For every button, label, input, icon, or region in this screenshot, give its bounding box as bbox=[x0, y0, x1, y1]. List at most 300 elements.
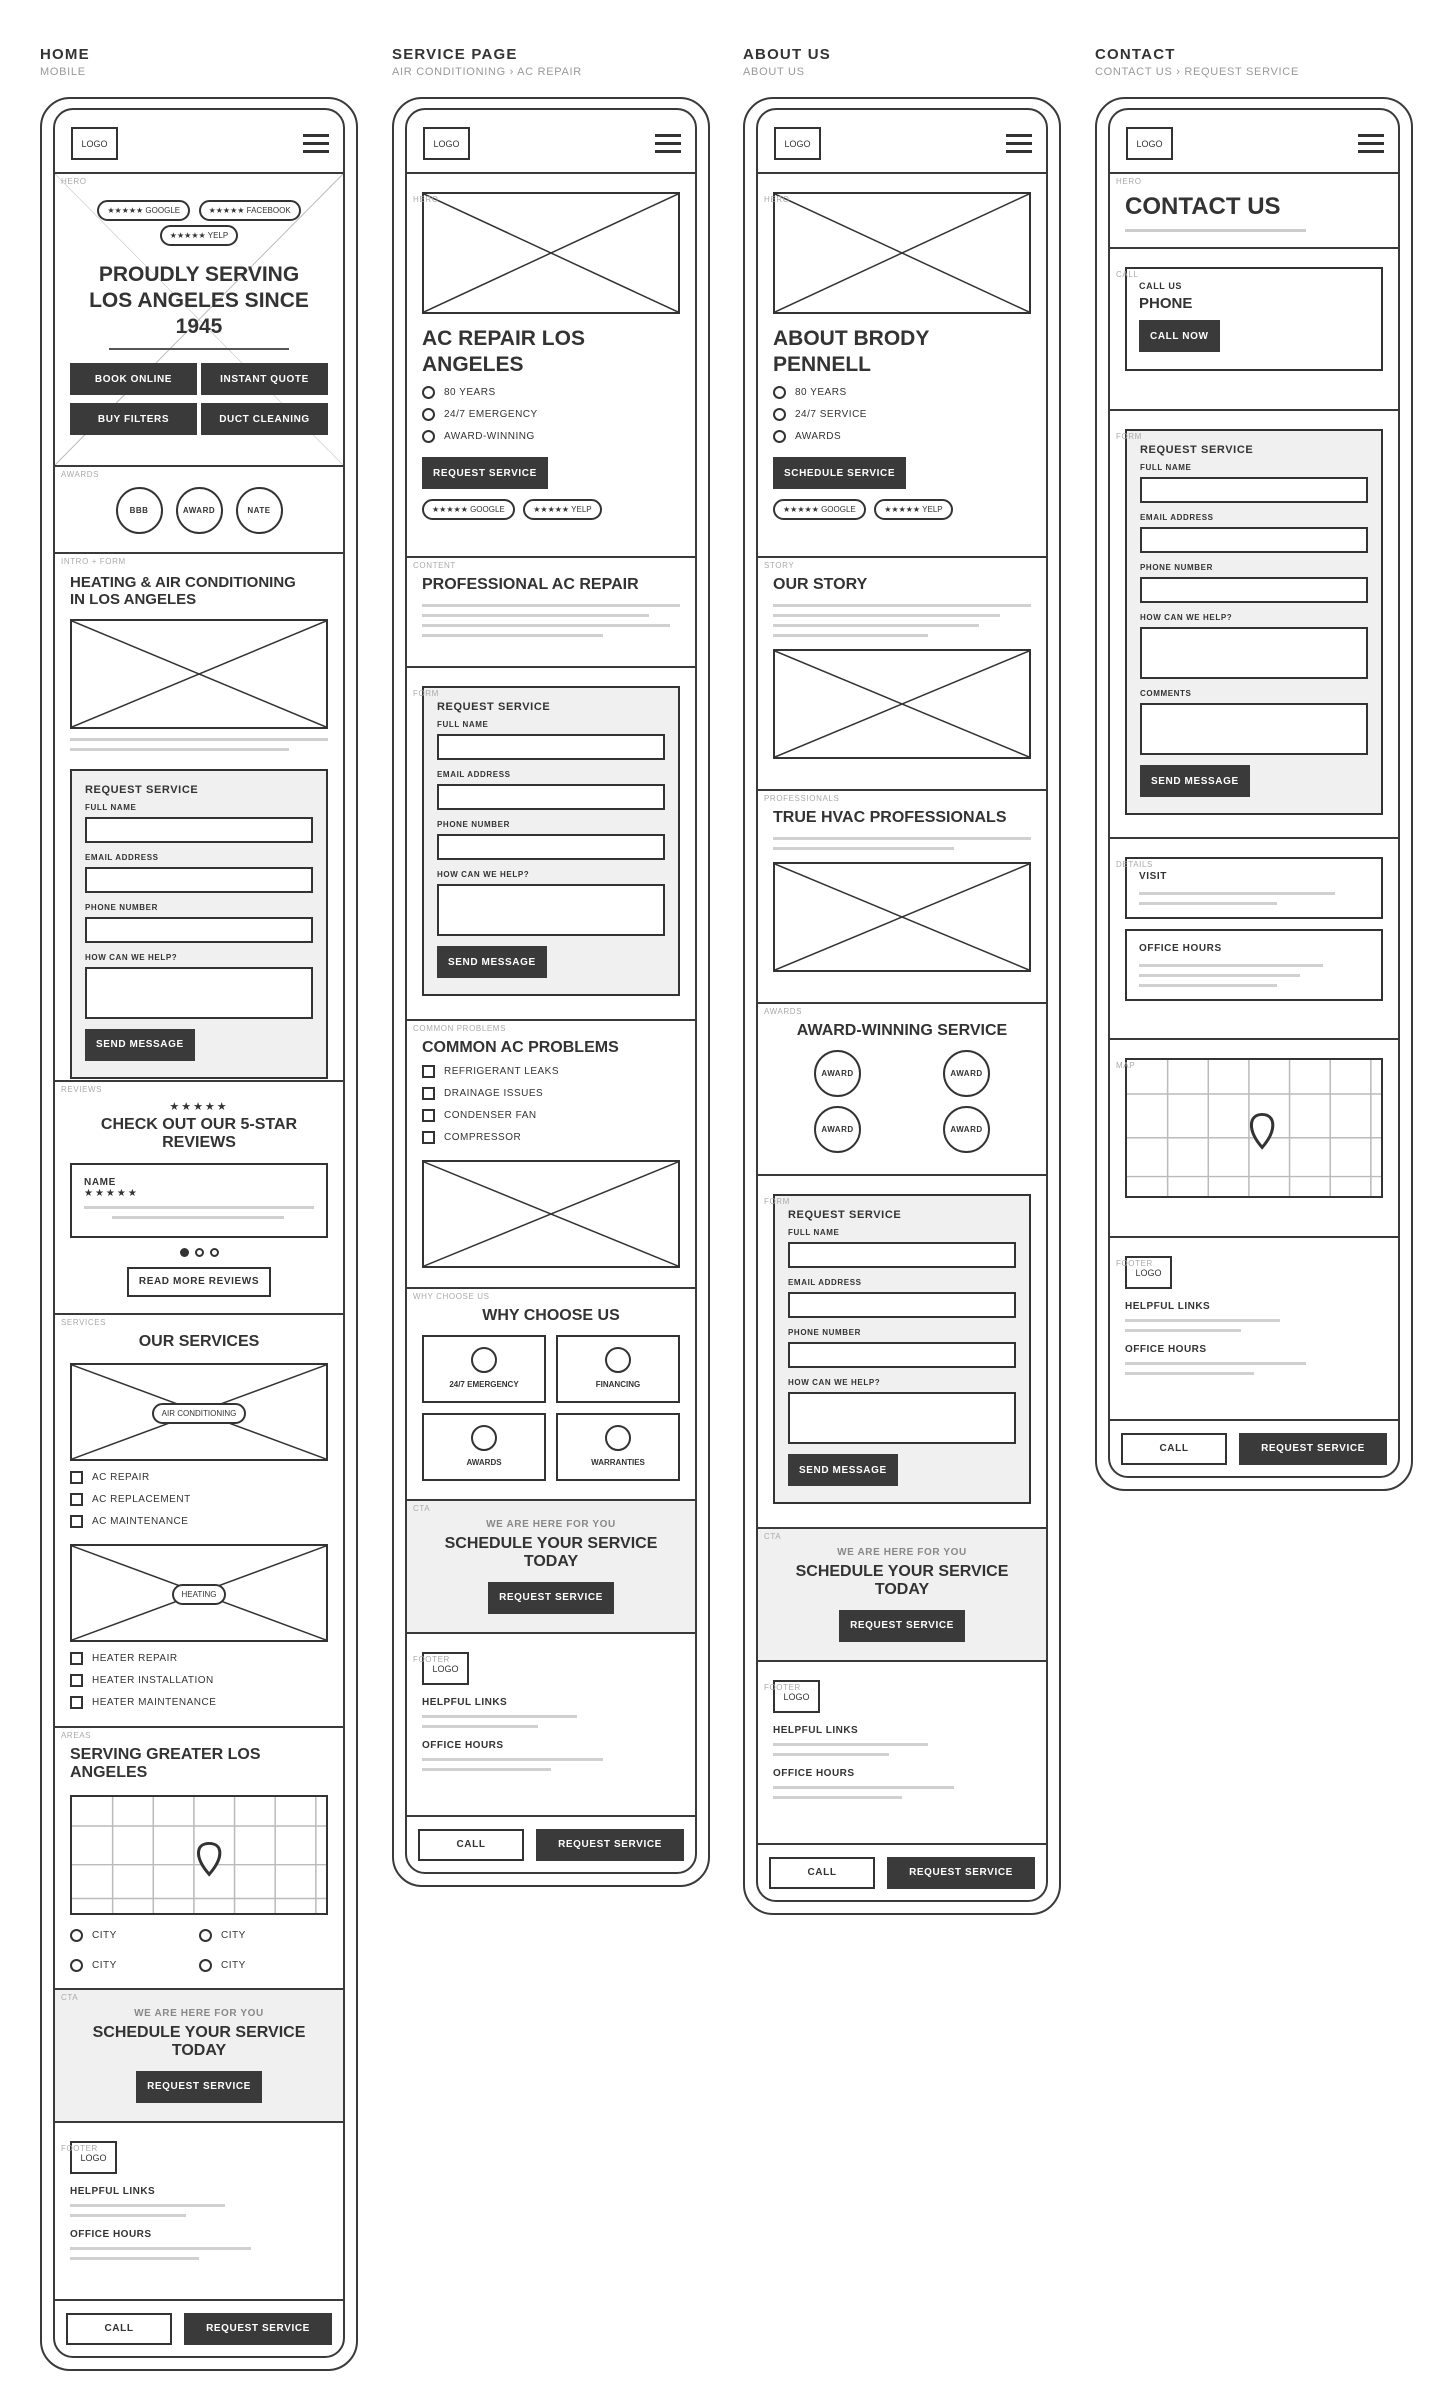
call-button[interactable]: CALL bbox=[418, 1829, 524, 1861]
contact-title: CONTACT bbox=[1095, 46, 1176, 63]
sticky-cta-bar bbox=[1110, 1421, 1398, 1476]
city-item[interactable] bbox=[199, 1955, 328, 1977]
email-label: EMAIL ADDRESS bbox=[85, 852, 159, 862]
section-label: AWARDS bbox=[61, 470, 100, 479]
cta-heading bbox=[70, 2024, 328, 2061]
why-card bbox=[556, 1413, 680, 1481]
hero-section bbox=[758, 192, 1046, 558]
reviews-stars: ★★★★★ bbox=[169, 1101, 229, 1113]
phone-label: PHONE NUMBER bbox=[788, 1328, 861, 1337]
home-header bbox=[40, 46, 358, 78]
nav-bar bbox=[1110, 110, 1398, 174]
hero-heading bbox=[422, 326, 680, 377]
section-label: FORM bbox=[764, 1197, 790, 1206]
footer-logo[interactable]: LOGO bbox=[773, 1680, 820, 1713]
city-label: CITY bbox=[221, 1960, 246, 1972]
home-phone-frame bbox=[40, 97, 358, 2371]
logo[interactable]: LOGO bbox=[71, 127, 118, 160]
help-textarea[interactable] bbox=[85, 967, 313, 1019]
service-item-label: HEATER REPAIR bbox=[92, 1653, 178, 1665]
service-item-label: HEATER MAINTENANCE bbox=[92, 1697, 217, 1709]
section-label: FOOTER bbox=[1116, 1259, 1153, 1268]
nav-bar bbox=[407, 110, 695, 174]
full-name-input[interactable] bbox=[437, 734, 665, 760]
common-problems-section bbox=[407, 1021, 695, 1289]
send-message-button[interactable]: SEND MESSAGE bbox=[1140, 765, 1250, 797]
full-name-input[interactable] bbox=[1140, 477, 1368, 503]
radio-icon bbox=[773, 386, 786, 399]
reviews-heading bbox=[70, 1116, 328, 1153]
nav-bar bbox=[55, 110, 343, 174]
section-label: FOOTER bbox=[61, 2144, 98, 2153]
award-badge: AWARD bbox=[943, 1050, 990, 1097]
footer-office-hours: OFFICE HOURS bbox=[422, 1740, 504, 1751]
footer-helpful-links[interactable]: HELPFUL LINKS bbox=[1125, 1301, 1211, 1312]
about-screen bbox=[756, 108, 1048, 1902]
checkbox-icon bbox=[422, 1131, 435, 1144]
comments-label: COMMENTS bbox=[1140, 689, 1192, 698]
footer-section bbox=[758, 1680, 1046, 1845]
sticky-cta-bar bbox=[55, 2301, 343, 2356]
checkbox-icon bbox=[422, 1109, 435, 1122]
professionals-section bbox=[758, 791, 1046, 1004]
email-label: EMAIL ADDRESS bbox=[437, 770, 511, 779]
hamburger-menu-icon[interactable] bbox=[1006, 134, 1032, 154]
awards-section bbox=[758, 1004, 1046, 1176]
about-header bbox=[743, 46, 1061, 78]
story-heading: OUR STORY bbox=[773, 576, 868, 593]
office-hours-label: OFFICE HOURS bbox=[1139, 943, 1222, 954]
section-label: WHY CHOOSE US bbox=[413, 1292, 490, 1301]
section-label: HERO bbox=[764, 195, 790, 204]
cta-line-2: TODAY bbox=[874, 1581, 930, 1599]
buy-filters-button[interactable]: BUY FILTERS bbox=[70, 403, 197, 435]
checkbox-icon bbox=[70, 1471, 83, 1484]
service-item-label: AC REPLACEMENT bbox=[92, 1494, 191, 1506]
areas-heading bbox=[70, 1728, 328, 1783]
problem-item[interactable] bbox=[422, 1083, 680, 1105]
help-textarea[interactable] bbox=[788, 1392, 1016, 1444]
checkbox-icon bbox=[70, 1652, 83, 1665]
help-textarea[interactable] bbox=[1140, 627, 1368, 679]
send-message-button[interactable]: SEND MESSAGE bbox=[788, 1454, 898, 1486]
hero-bullet bbox=[422, 381, 680, 403]
sticky-cta-bar bbox=[758, 1845, 1046, 1900]
about-title: ABOUT US bbox=[743, 46, 831, 63]
phone-label: PHONE NUMBER bbox=[1140, 563, 1213, 572]
hero-bullet bbox=[773, 381, 1031, 403]
air-conditioning-image[interactable] bbox=[70, 1363, 328, 1461]
visit-card bbox=[1125, 857, 1383, 919]
reviews-line-2: REVIEWS bbox=[162, 1134, 236, 1152]
areas-section bbox=[55, 1728, 343, 1990]
checkbox-icon bbox=[422, 1087, 435, 1100]
cta-kicker: WE ARE HERE FOR YOU bbox=[837, 1547, 967, 1558]
email-input[interactable] bbox=[788, 1292, 1016, 1318]
request-service-button[interactable]: REQUEST SERVICE bbox=[887, 1857, 1035, 1889]
help-label: HOW CAN WE HELP? bbox=[1140, 613, 1233, 622]
cta-request-service-button[interactable]: REQUEST SERVICE bbox=[839, 1610, 965, 1642]
radio-icon bbox=[422, 430, 435, 443]
award-badge: AWARD bbox=[176, 487, 223, 534]
request-service-form bbox=[70, 769, 328, 1079]
checkbox-icon bbox=[70, 1674, 83, 1687]
problem-label: CONDENSER FAN bbox=[444, 1110, 537, 1122]
google-rating-pill[interactable]: ★★★★★ GOOGLE bbox=[773, 499, 866, 520]
story-section bbox=[758, 558, 1046, 791]
section-label: MAP bbox=[1116, 1061, 1136, 1070]
full-name-input[interactable] bbox=[788, 1242, 1016, 1268]
feature-icon bbox=[471, 1425, 497, 1451]
contact-subtitle: CONTACT US › REQUEST SERVICE bbox=[1095, 66, 1299, 78]
awards-heading: AWARD-WINNING SERVICE bbox=[796, 1022, 1008, 1039]
phone-number[interactable]: PHONE bbox=[1139, 295, 1193, 312]
city-label: CITY bbox=[92, 1930, 117, 1942]
service-subtitle: AIR CONDITIONING › AC REPAIR bbox=[392, 66, 582, 78]
footer-office-hours: OFFICE HOURS bbox=[1125, 1344, 1207, 1355]
intro-form-section bbox=[55, 554, 343, 1082]
read-more-reviews-button[interactable]: READ MORE REVIEWS bbox=[127, 1267, 271, 1297]
section-label: CTA bbox=[764, 1532, 782, 1541]
bullet-label: 24/7 SERVICE bbox=[795, 408, 867, 420]
image-placeholder bbox=[773, 649, 1031, 759]
send-message-button[interactable]: SEND MESSAGE bbox=[437, 946, 547, 978]
bullet-label: 24/7 EMERGENCY bbox=[444, 408, 538, 420]
request-service-button[interactable]: REQUEST SERVICE bbox=[1239, 1433, 1387, 1465]
footer-logo[interactable]: LOGO bbox=[70, 2141, 117, 2174]
contact-heading: CONTACT US bbox=[1125, 193, 1281, 220]
why-card-label: AWARDS bbox=[466, 1457, 502, 1467]
section-label: FOOTER bbox=[764, 1683, 801, 1692]
feature-icon bbox=[605, 1347, 631, 1373]
request-service-button[interactable]: REQUEST SERVICE bbox=[536, 1829, 684, 1861]
hero-bullet bbox=[422, 403, 680, 425]
hamburger-menu-icon[interactable] bbox=[1358, 134, 1384, 154]
help-label: HOW CAN WE HELP? bbox=[437, 870, 530, 879]
reviewer-name: NAME bbox=[84, 1176, 116, 1188]
city-item[interactable] bbox=[70, 1955, 199, 1977]
footer-logo[interactable]: LOGO bbox=[422, 1652, 469, 1685]
email-label: EMAIL ADDRESS bbox=[788, 1278, 862, 1287]
hamburger-menu-icon[interactable] bbox=[655, 134, 681, 154]
air-conditioning-label: AIR CONDITIONING bbox=[152, 1403, 247, 1424]
checkbox-icon bbox=[70, 1515, 83, 1528]
contact-screen bbox=[1108, 108, 1400, 1478]
help-label: HOW CAN WE HELP? bbox=[788, 1378, 881, 1387]
hero-section bbox=[1110, 174, 1398, 249]
service-screen bbox=[405, 108, 697, 1874]
section-label: FORM bbox=[413, 689, 439, 698]
call-section bbox=[1110, 267, 1398, 411]
image-placeholder bbox=[773, 862, 1031, 972]
why-card-label: WARRANTIES bbox=[591, 1457, 645, 1467]
cta-line-1: SCHEDULE YOUR SERVICE bbox=[92, 2024, 306, 2041]
map-section bbox=[1110, 1058, 1398, 1238]
bbb-badge: BBB bbox=[116, 487, 163, 534]
section-label: HERO bbox=[61, 177, 87, 186]
comments-textarea[interactable] bbox=[1140, 703, 1368, 755]
problem-label: COMPRESSOR bbox=[444, 1132, 522, 1144]
logo[interactable]: LOGO bbox=[423, 127, 470, 160]
radio-icon bbox=[199, 1959, 212, 1972]
home-subtitle: MOBILE bbox=[40, 66, 86, 78]
professionals-heading: TRUE HVAC PROFESSIONALS bbox=[773, 809, 1007, 826]
email-label: EMAIL ADDRESS bbox=[1140, 513, 1214, 522]
service-phone-frame bbox=[392, 97, 710, 1887]
cta-kicker: WE ARE HERE FOR YOU bbox=[486, 1519, 616, 1530]
footer-helpful-links[interactable]: HELPFUL LINKS bbox=[773, 1725, 859, 1736]
problem-item[interactable] bbox=[422, 1061, 680, 1083]
service-area-map[interactable] bbox=[70, 1795, 328, 1915]
section-label: SERVICES bbox=[61, 1318, 107, 1327]
about-subtitle: ABOUT US bbox=[743, 66, 805, 78]
intro-line-2: IN LOS ANGELES bbox=[70, 591, 197, 609]
instant-quote-button[interactable]: INSTANT QUOTE bbox=[201, 363, 328, 395]
duct-cleaning-button[interactable]: DUCT CLEANING bbox=[201, 403, 328, 435]
send-message-button[interactable]: SEND MESSAGE bbox=[85, 1029, 195, 1061]
areas-line-2: ANGELES bbox=[70, 1764, 148, 1782]
footer-helpful-links[interactable]: HELPFUL LINKS bbox=[422, 1697, 508, 1708]
why-heading: WHY CHOOSE US bbox=[482, 1307, 620, 1324]
hero-image bbox=[422, 192, 680, 314]
problem-label: DRAINAGE ISSUES bbox=[444, 1088, 544, 1100]
form-title: REQUEST SERVICE bbox=[788, 1209, 902, 1221]
cta-section bbox=[758, 1529, 1046, 1662]
nav-bar bbox=[758, 110, 1046, 174]
section-label: CONTENT bbox=[413, 561, 456, 570]
section-label: AWARDS bbox=[764, 1007, 803, 1016]
review-stars: ★★★★★ bbox=[84, 1187, 139, 1199]
call-card bbox=[1125, 267, 1383, 371]
section-label: HERO bbox=[1116, 177, 1142, 186]
section-label: DETAILS bbox=[1116, 860, 1153, 869]
intro-line-1: HEATING & AIR CONDITIONING bbox=[70, 574, 296, 591]
full-name-label: FULL NAME bbox=[788, 1228, 840, 1237]
hero-line-3: 1945 bbox=[175, 315, 223, 339]
award-badge: AWARD bbox=[814, 1050, 861, 1097]
call-us-label: CALL US bbox=[1139, 281, 1183, 291]
phone-input[interactable] bbox=[85, 917, 313, 943]
radio-icon bbox=[70, 1959, 83, 1972]
section-label: PROFESSIONALS bbox=[764, 794, 840, 803]
cta-line-1: SCHEDULE YOUR SERVICE bbox=[444, 1535, 658, 1552]
why-card-label: FINANCING bbox=[595, 1379, 641, 1389]
footer-office-hours: OFFICE HOURS bbox=[70, 2229, 152, 2240]
radio-icon bbox=[422, 408, 435, 421]
yelp-rating-pill[interactable]: ★★★★★ YELP bbox=[160, 225, 238, 246]
call-now-button[interactable]: CALL NOW bbox=[1139, 320, 1220, 352]
bullet-label: AWARD-WINNING bbox=[444, 430, 535, 442]
phone-input[interactable] bbox=[788, 1342, 1016, 1368]
hero-section bbox=[407, 192, 695, 558]
call-button[interactable]: CALL bbox=[769, 1857, 875, 1889]
cta-heading bbox=[422, 1535, 680, 1572]
city-item[interactable] bbox=[70, 1925, 199, 1947]
why-card bbox=[422, 1335, 546, 1403]
section-label: REVIEWS bbox=[61, 1085, 103, 1094]
service-item[interactable] bbox=[70, 1467, 328, 1489]
google-rating-pill[interactable]: ★★★★★ GOOGLE bbox=[422, 499, 515, 520]
hero-line-2: ANGELES bbox=[422, 352, 524, 376]
phone-input[interactable] bbox=[1140, 577, 1368, 603]
hero-request-service-button[interactable]: REQUEST SERVICE bbox=[422, 457, 548, 489]
service-item-label: HEATER INSTALLATION bbox=[92, 1675, 214, 1687]
footer-logo[interactable]: LOGO bbox=[1125, 1256, 1172, 1289]
location-map[interactable] bbox=[1125, 1058, 1383, 1198]
cta-line-1: SCHEDULE YOUR SERVICE bbox=[795, 1563, 1009, 1580]
bullet-label: 80 YEARS bbox=[795, 386, 847, 398]
cta-request-service-button[interactable]: REQUEST SERVICE bbox=[136, 2071, 262, 2103]
section-label: CALL bbox=[1116, 270, 1139, 279]
areas-line-1: SERVING GREATER LOS bbox=[70, 1746, 261, 1763]
service-item[interactable] bbox=[70, 1670, 328, 1692]
footer-section bbox=[55, 2141, 343, 2301]
image-placeholder bbox=[422, 1160, 680, 1268]
service-item[interactable] bbox=[70, 1692, 328, 1714]
hero-line-2: LOS ANGELES SINCE bbox=[89, 289, 309, 313]
email-input[interactable] bbox=[85, 867, 313, 893]
help-textarea[interactable] bbox=[437, 884, 665, 936]
full-name-label: FULL NAME bbox=[1140, 463, 1192, 472]
hero-heading bbox=[773, 326, 1031, 377]
heating-label: HEATING bbox=[172, 1584, 227, 1605]
problems-heading: COMMON AC PROBLEMS bbox=[422, 1039, 619, 1056]
call-button[interactable]: CALL bbox=[66, 2313, 172, 2345]
city-item[interactable] bbox=[199, 1925, 328, 1947]
why-card-label: 24/7 EMERGENCY bbox=[449, 1379, 519, 1389]
content-heading: PROFESSIONAL AC REPAIR bbox=[422, 576, 639, 593]
phone-label: PHONE NUMBER bbox=[437, 820, 510, 829]
hero-bullet bbox=[422, 425, 680, 447]
service-title: SERVICE PAGE bbox=[392, 46, 518, 63]
hero-line-1: AC REPAIR LOS bbox=[422, 327, 585, 350]
phone-input[interactable] bbox=[437, 834, 665, 860]
form-title: REQUEST SERVICE bbox=[1140, 444, 1254, 456]
yelp-rating-pill[interactable]: ★★★★★ YELP bbox=[874, 499, 952, 520]
yelp-rating-pill[interactable]: ★★★★★ YELP bbox=[523, 499, 601, 520]
footer-section bbox=[407, 1652, 695, 1817]
request-service-form bbox=[773, 1194, 1031, 1504]
why-card bbox=[556, 1335, 680, 1403]
service-item[interactable] bbox=[70, 1489, 328, 1511]
bullet-label: AWARDS bbox=[795, 430, 842, 442]
sticky-cta-bar bbox=[407, 1817, 695, 1872]
request-service-form bbox=[422, 686, 680, 996]
radio-icon bbox=[199, 1929, 212, 1942]
request-service-form bbox=[1125, 429, 1383, 815]
service-item[interactable] bbox=[70, 1511, 328, 1533]
facebook-rating-pill[interactable]: ★★★★★ FACEBOOK bbox=[199, 200, 301, 221]
hero-section bbox=[55, 174, 343, 467]
problem-item[interactable] bbox=[422, 1127, 680, 1149]
section-label: FORM bbox=[1116, 432, 1142, 441]
contact-phone-frame bbox=[1095, 97, 1413, 1491]
cta-heading bbox=[773, 1563, 1031, 1600]
cta-request-service-button[interactable]: REQUEST SERVICE bbox=[488, 1582, 614, 1614]
form-title: REQUEST SERVICE bbox=[437, 701, 551, 713]
hero-bullet bbox=[773, 425, 1031, 447]
details-section bbox=[1110, 857, 1398, 1040]
checkbox-icon bbox=[70, 1696, 83, 1709]
cta-line-2: TODAY bbox=[523, 1553, 579, 1571]
reviews-line-1: CHECK OUT OUR 5-STAR bbox=[100, 1116, 298, 1133]
award-badge: AWARD bbox=[814, 1106, 861, 1153]
footer-section bbox=[1110, 1256, 1398, 1421]
awards-section bbox=[55, 467, 343, 554]
bullet-label: 80 YEARS bbox=[444, 386, 496, 398]
hero-bullet bbox=[773, 403, 1031, 425]
radio-icon bbox=[422, 386, 435, 399]
carousel-dots[interactable] bbox=[70, 1248, 328, 1257]
service-item-label: AC MAINTENANCE bbox=[92, 1516, 189, 1528]
checkbox-icon bbox=[422, 1065, 435, 1078]
service-item[interactable] bbox=[70, 1648, 328, 1670]
radio-icon bbox=[773, 408, 786, 421]
image-placeholder bbox=[70, 619, 328, 729]
services-heading: OUR SERVICES bbox=[138, 1333, 260, 1350]
home-screen bbox=[53, 108, 345, 2358]
section-label: COMMON PROBLEMS bbox=[413, 1024, 507, 1033]
why-choose-us-section bbox=[407, 1289, 695, 1501]
full-name-label: FULL NAME bbox=[85, 802, 137, 812]
call-button[interactable]: CALL bbox=[1121, 1433, 1227, 1465]
hero-line-1: ABOUT BRODY bbox=[773, 327, 930, 350]
footer-helpful-links[interactable]: HELPFUL LINKS bbox=[70, 2186, 156, 2197]
full-name-input[interactable] bbox=[85, 817, 313, 843]
email-input[interactable] bbox=[1140, 527, 1368, 553]
service-header bbox=[392, 46, 710, 78]
footer-office-hours: OFFICE HOURS bbox=[773, 1768, 855, 1779]
google-rating-pill[interactable]: ★★★★★ GOOGLE bbox=[97, 200, 190, 221]
section-label: FOOTER bbox=[413, 1655, 450, 1664]
review-card bbox=[70, 1163, 328, 1238]
section-label: CTA bbox=[413, 1504, 431, 1513]
hamburger-menu-icon[interactable] bbox=[303, 134, 329, 154]
book-online-button[interactable]: BOOK ONLINE bbox=[70, 363, 197, 395]
full-name-label: FULL NAME bbox=[437, 720, 489, 729]
about-phone-frame bbox=[743, 97, 1061, 1915]
cta-section bbox=[55, 1990, 343, 2123]
form-title: REQUEST SERVICE bbox=[85, 783, 199, 796]
problem-item[interactable] bbox=[422, 1105, 680, 1127]
feature-icon bbox=[605, 1425, 631, 1451]
cta-section bbox=[407, 1501, 695, 1634]
logo[interactable]: LOGO bbox=[1126, 127, 1173, 160]
schedule-service-button[interactable]: SCHEDULE SERVICE bbox=[773, 457, 906, 489]
checkbox-icon bbox=[70, 1493, 83, 1506]
email-input[interactable] bbox=[437, 784, 665, 810]
section-label: STORY bbox=[764, 561, 795, 570]
home-title: HOME bbox=[40, 46, 90, 63]
radio-icon bbox=[70, 1929, 83, 1942]
nate-badge: NATE bbox=[236, 487, 283, 534]
heating-image[interactable] bbox=[70, 1544, 328, 1642]
hero-image bbox=[773, 192, 1031, 314]
cta-line-2: TODAY bbox=[171, 2042, 227, 2060]
cta-kicker: WE ARE HERE FOR YOU bbox=[134, 2008, 264, 2019]
hero-line-2: PENNELL bbox=[773, 352, 872, 376]
section-label: INTRO + FORM bbox=[61, 557, 126, 566]
request-service-button[interactable]: REQUEST SERVICE bbox=[184, 2313, 332, 2345]
radio-icon bbox=[773, 430, 786, 443]
logo[interactable]: LOGO bbox=[774, 127, 821, 160]
problem-label: REFRIGERANT LEAKS bbox=[444, 1066, 560, 1078]
award-badge: AWARD bbox=[943, 1106, 990, 1153]
city-label: CITY bbox=[221, 1930, 246, 1942]
office-hours-card bbox=[1125, 929, 1383, 1001]
contact-header bbox=[1095, 46, 1413, 78]
form-section bbox=[758, 1194, 1046, 1529]
